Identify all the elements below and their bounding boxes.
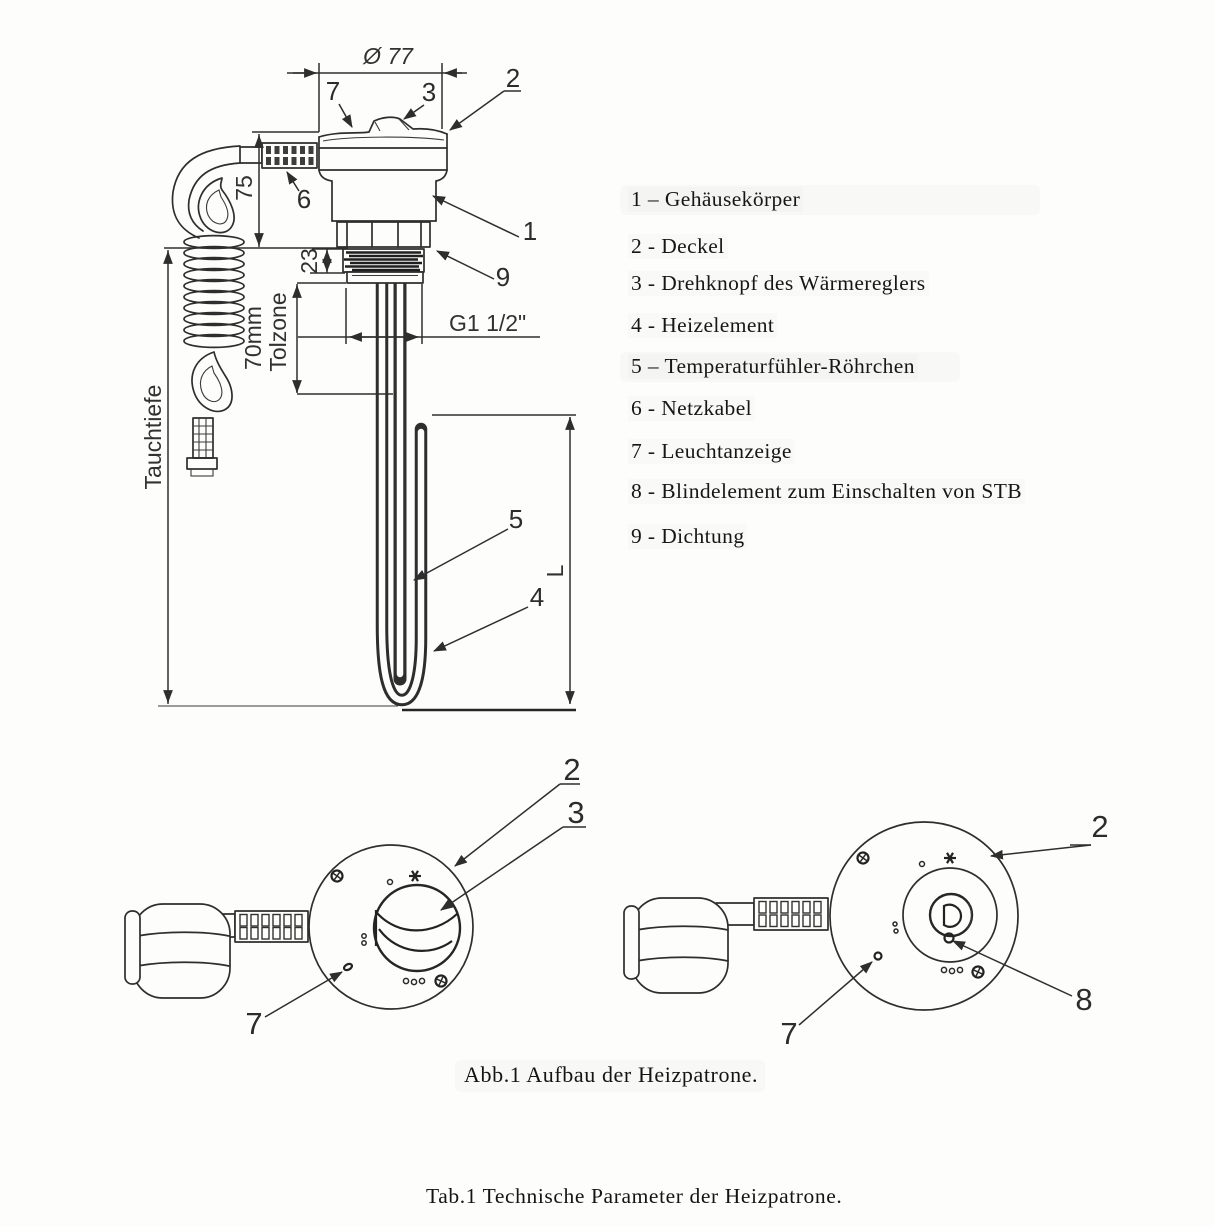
cable-assembly: [125, 904, 308, 998]
legend-item-4: 4 - Heizelement: [631, 313, 775, 337]
front-view: [140, 43, 576, 710]
dim-deadzone: [240, 283, 393, 394]
callout-2-front: 2: [505, 63, 521, 93]
dim-23-label: 23: [296, 248, 322, 274]
cable-assembly: [624, 898, 828, 993]
callout-5-front: 5: [508, 504, 524, 534]
dim-deadzone-value: 70mm: [240, 306, 266, 370]
knob-recess: [903, 868, 997, 962]
max-mark: [941, 967, 962, 973]
dim-23: [296, 248, 345, 274]
callout-9-front: 9: [495, 262, 511, 292]
callout-2-right-view: 2: [1091, 809, 1109, 844]
legend-item-2: 2 - Deckel: [631, 234, 725, 258]
indicator-lamp-icon: [343, 963, 353, 972]
blind-element-button: [930, 894, 972, 943]
screw-icon: [434, 974, 449, 989]
legend-item-8: 8 - Blindelement zum Einschalten von STB: [631, 479, 1022, 503]
screw-icon: [855, 850, 870, 865]
seal-collar: [347, 272, 423, 283]
min-mark: [362, 934, 366, 945]
bottom-left-callouts: [245, 752, 586, 1041]
dim-length-L: [432, 415, 576, 704]
legend-item-1: 1 – Gehäusekörper: [631, 187, 801, 211]
bottom-view-left: [125, 752, 586, 1041]
dim-length-label: L: [542, 564, 568, 578]
cap-and-knob: [319, 117, 447, 170]
min-mark: [893, 922, 898, 933]
dot-mark: [920, 862, 925, 867]
callout-7-left-view: 7: [245, 1006, 263, 1041]
housing-body: [319, 170, 447, 221]
figure-caption: Abb.1 Aufbau der Heizpatrone.: [464, 1062, 759, 1087]
dot-mark: [388, 880, 393, 885]
cap-outline: [309, 845, 473, 1009]
dim-diameter: [287, 43, 467, 132]
legend-item-6: 6 - Netzkabel: [631, 396, 753, 420]
callout-4-front: 4: [529, 582, 545, 612]
legend-item-7: 7 - Leuchtanzeige: [631, 439, 792, 463]
dim-deadzone-label: Tolzone: [265, 292, 291, 372]
cap-outline: [830, 822, 1018, 1010]
callout-7-right-view: 7: [780, 1016, 798, 1051]
callout-3-left-view: 3: [567, 795, 585, 830]
temperature-symbol-icon: [944, 853, 956, 863]
dim-75-label: 75: [231, 175, 257, 201]
callout-7-front: 7: [325, 76, 341, 106]
legend-item-3: 3 - Drehknopf des Wärmereglers: [631, 271, 926, 295]
callout-6-front: 6: [296, 184, 312, 214]
dim-immersion-label: Tauchtiefe: [140, 384, 166, 490]
bottom-view-right: [624, 809, 1109, 1051]
thread-section: [343, 249, 424, 272]
temperature-symbol-icon: [409, 871, 421, 881]
callout-1-front: 1: [522, 216, 538, 246]
cable-strain-relief: [240, 143, 317, 168]
legend-item-9: 9 - Dichtung: [631, 524, 745, 548]
callout-8-right-view: 8: [1075, 982, 1093, 1017]
callout-2-left-view: 2: [563, 752, 581, 787]
callout-3-front: 3: [421, 77, 437, 107]
table-caption: Tab.1 Technische Parameter der Heizpatrone.: [426, 1184, 843, 1208]
screw-icon: [971, 965, 986, 980]
legend-item-5: 5 – Temperaturfühler-Röhrchen: [631, 354, 915, 378]
bottom-right-callouts: [780, 809, 1108, 1051]
dim-thread-size-label: G1 1/2": [449, 310, 527, 336]
cable-coil: [184, 236, 244, 348]
knob-face: [374, 885, 460, 971]
dim-thread-size: [298, 284, 540, 344]
max-mark: [403, 978, 424, 984]
plug: [187, 418, 217, 476]
indicator-lamp-icon: [875, 953, 882, 960]
dim-diameter-label: Ø 77: [363, 43, 413, 69]
hex-nut: [337, 222, 430, 247]
